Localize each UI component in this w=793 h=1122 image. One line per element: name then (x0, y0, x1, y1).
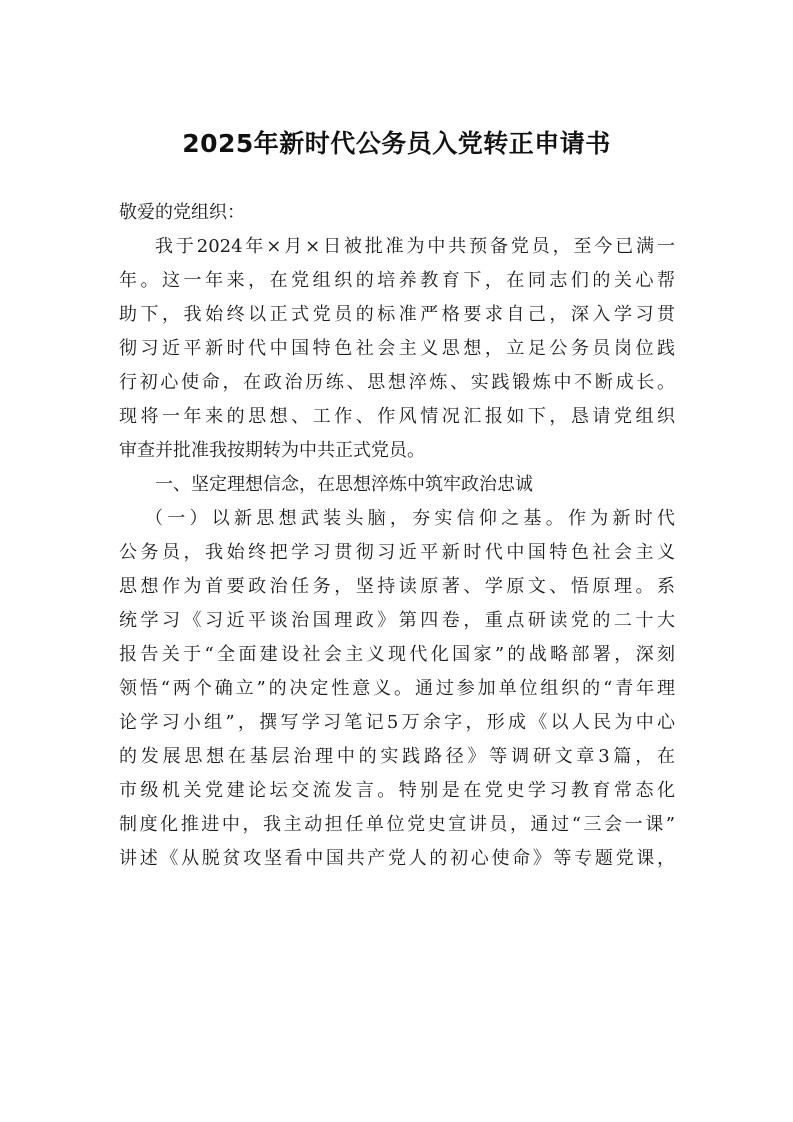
paragraph-line: 审查并批准我按期转为中共正式党员。 (119, 440, 425, 461)
subsection-line: （一）以新思想武装头脑，夯实信仰之基。作为新时代 (145, 508, 675, 529)
paragraph-line: 现将一年来的思想、工作、作风情况汇报如下，恳请党组织 (119, 406, 675, 427)
paragraph-line: 思想作为首要政治任务，坚持读原著、学原文、悟原理。系 (119, 576, 675, 597)
paragraph-line: 领悟“两个确立”的决定性意义。通过参加单位组织的“青年理 (119, 678, 675, 699)
section-heading: 一、坚定理想信念，在思想淬炼中筑牢政治忠诚 (155, 474, 533, 495)
document-title: 2025年新时代公务员入党转正申请书 (182, 129, 611, 158)
paragraph-line: 论学习小组”，撰写学习笔记5万余字，形成《以人民为中心 (119, 712, 675, 733)
paragraph-line: 讲述《从脱贫攻坚看中国共产党人的初心使命》等专题党课， (119, 848, 675, 869)
paragraph-line: 行初心使命，在政治历练、思想淬炼、实践锻炼中不断成长。 (119, 372, 675, 393)
paragraph-line: 制度化推进中，我主动担任单位党史宣讲员，通过“三会一课” (119, 814, 675, 835)
document-body (119, 196, 675, 876)
paragraph-line: 年。这一年来，在党组织的培养教育下，在同志们的关心帮 (119, 270, 675, 291)
paragraph-line: 市级机关党建论坛交流发言。特别是在党史学习教育常态化 (119, 780, 675, 801)
paragraph-line: 助下，我始终以正式党员的标准严格要求自己，深入学习贯 (119, 304, 675, 325)
paragraph-line: 我于2024年×月×日被批准为中共预备党员，至今已满一 (155, 236, 675, 257)
paragraph-line: 彻习近平新时代中国特色社会主义思想，立足公务员岗位践 (119, 338, 675, 359)
paragraph-line: 统学习《习近平谈治国理政》第四卷，重点研读党的二十大 (119, 610, 675, 631)
paragraph-line: 的发展思想在基层治理中的实践路径》等调研文章3篇，在 (119, 746, 675, 767)
paragraph-line: 公务员，我始终把学习贯彻习近平新时代中国特色社会主义 (119, 542, 675, 563)
paragraph-line: 报告关于“全面建设社会主义现代化国家”的战略部署，深刻 (119, 644, 675, 665)
salutation: 敬爱的党组织： (119, 202, 245, 223)
